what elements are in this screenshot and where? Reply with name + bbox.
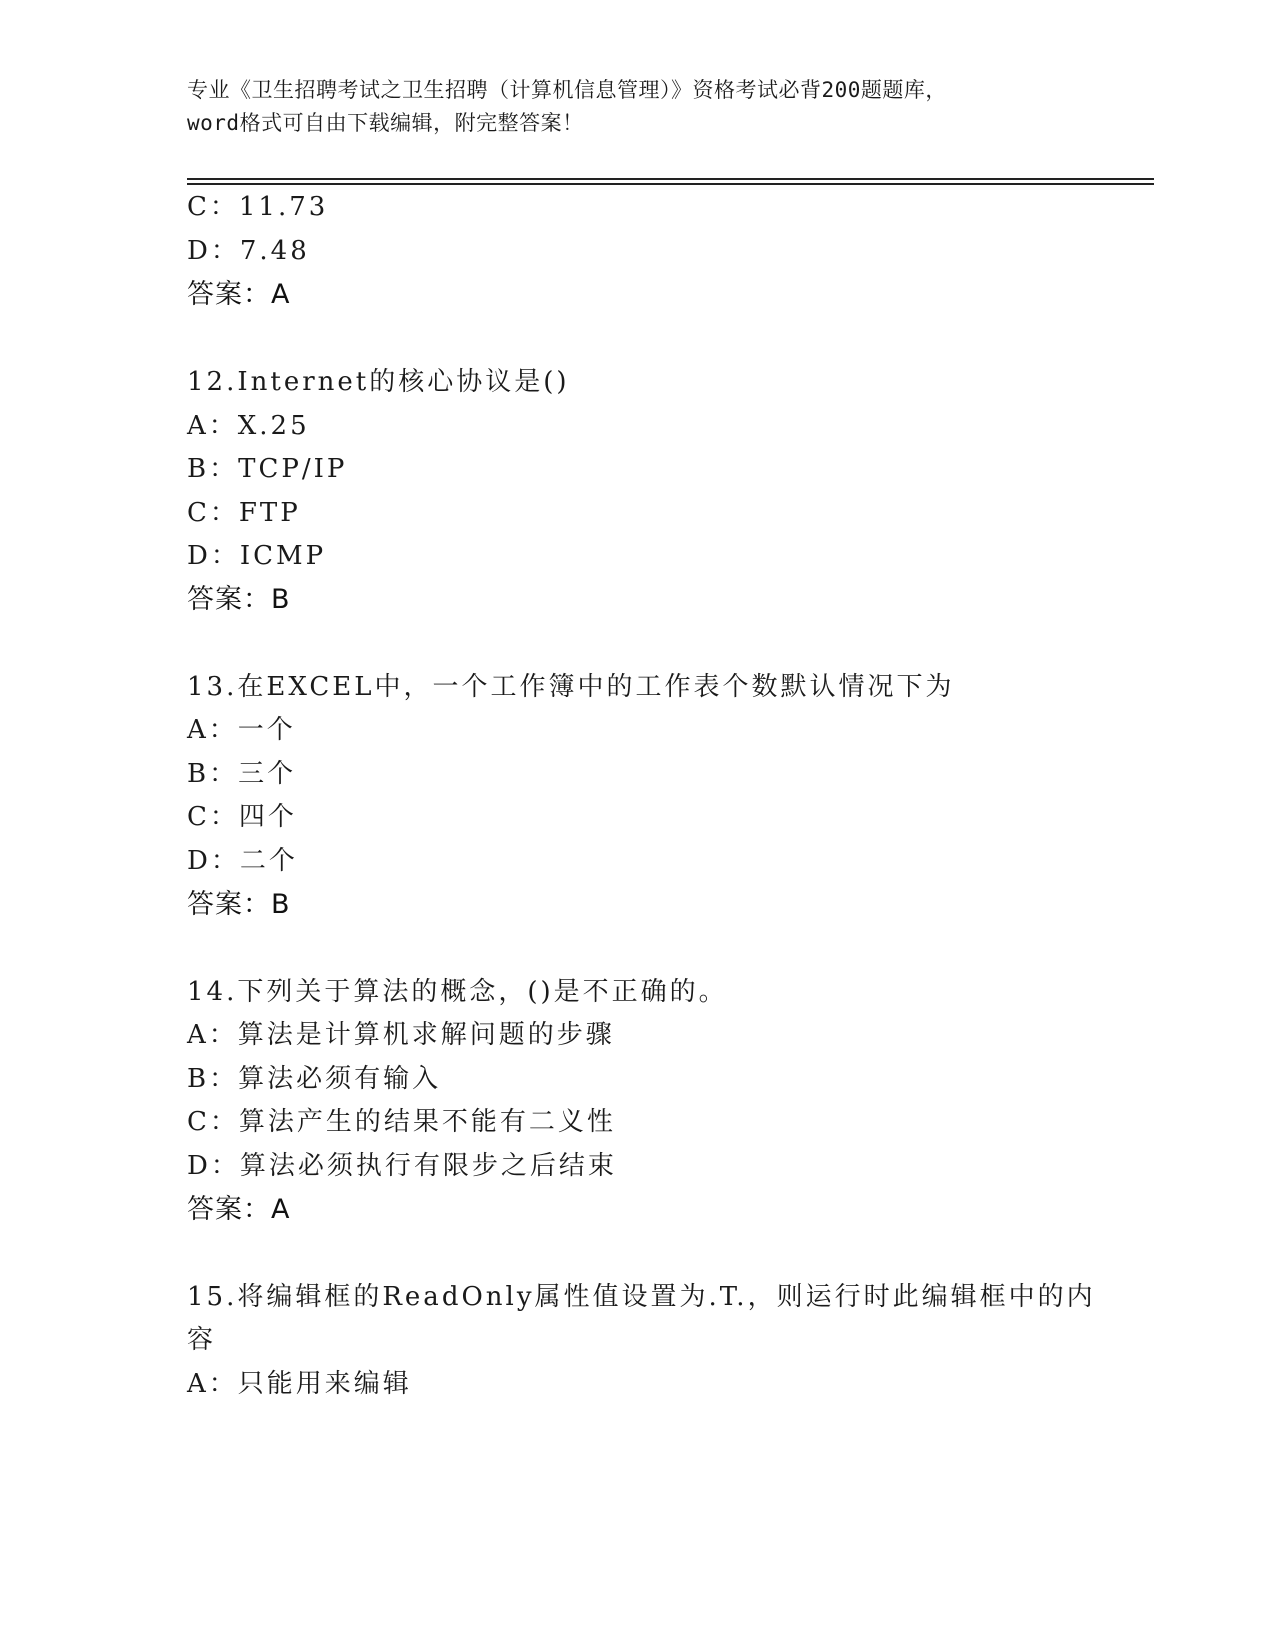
q13-stem: 13.在EXCEL中，一个工作簿中的工作表个数默认情况下为: [187, 672, 955, 702]
q12-answer: 答案：B: [187, 584, 291, 615]
header-title-line-1: 专业《卫生招聘考试之卫生招聘（计算机信息管理）》资格考试必背200题题库，: [187, 78, 947, 102]
prev-option-c: C：11.73: [187, 192, 329, 222]
q12-option-c: C：FTP: [187, 498, 301, 528]
q15-option-a: A：只能用来编辑: [187, 1369, 412, 1399]
q13-option-a: A：一个: [187, 715, 296, 745]
q14-option-d: D：算法必须执行有限步之后结束: [187, 1151, 617, 1181]
q12-stem: 12.Internet的核心协议是(): [187, 367, 570, 397]
header-title-line-2: word格式可自由下载编辑，附完整答案！: [187, 111, 584, 135]
q13-option-d: D：二个: [187, 846, 298, 876]
q13-option-c: C：四个: [187, 802, 297, 832]
q14-stem: 14.下列关于算法的概念，()是不正确的。: [187, 977, 728, 1007]
q12-option-b: B：TCP/IP: [187, 454, 348, 484]
header-divider-bottom: [187, 183, 1154, 185]
q13-option-b: B：三个: [187, 759, 297, 789]
q14-option-c: C：算法产生的结果不能有二义性: [187, 1107, 616, 1137]
q15-stem-line-2: 容: [187, 1325, 217, 1355]
q12-option-a: A：X.25: [187, 411, 310, 441]
q14-option-a: A：算法是计算机求解问题的步骤: [187, 1020, 615, 1050]
document-header: [187, 74, 1087, 140]
prev-option-d: D：7.48: [187, 236, 310, 266]
q15-stem-line-1: 15.将编辑框的ReadOnly属性值设置为.T.，则运行时此编辑框中的内: [187, 1282, 1096, 1312]
header-divider-top: [187, 178, 1154, 180]
q13-answer: 答案：B: [187, 889, 291, 920]
q14-option-b: B：算法必须有输入: [187, 1064, 442, 1094]
prev-answer: 答案：A: [187, 279, 291, 310]
q12-option-d: D：ICMP: [187, 541, 327, 571]
q14-answer: 答案：A: [187, 1194, 291, 1225]
